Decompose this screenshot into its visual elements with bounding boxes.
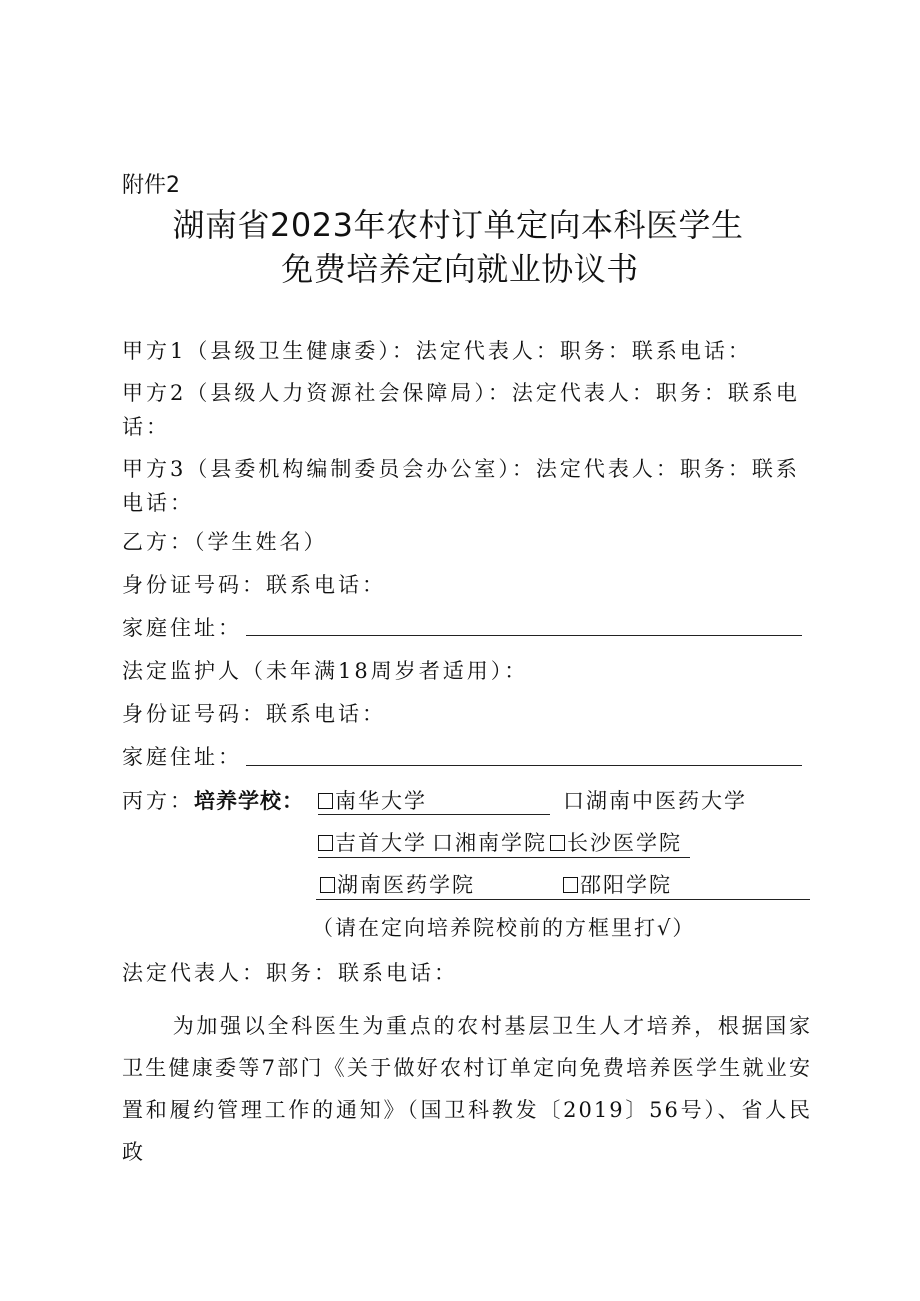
checkbox-icon[interactable]	[318, 835, 333, 851]
party-a3-line: 甲方3（县委机构编制委员会办公室）：法定代表人：职务：联系电话：	[122, 457, 800, 515]
party-c-representative-line: 法定代表人：职务：联系电话：	[122, 961, 458, 985]
school-name: 长沙医学院	[567, 831, 682, 855]
guardian-id-phone-line: 身份证号码：联系电话：	[122, 702, 386, 726]
body-paragraph-text: 为加强以全科医生为重点的农村基层卫生人才培养，根据国家卫生健康委等7部门《关于做好农村订单定向免费培养医学生就业安置和履约管理工作的通知》（国卫科教发〔2019〕56号）、省人民政	[122, 1014, 812, 1164]
title-line-2: 免费培养定向就业协议书	[281, 250, 639, 288]
school-option-jishou[interactable]	[318, 828, 427, 858]
party-c-prefix: 丙方：	[122, 789, 194, 813]
school-option-hunan-medical[interactable]	[320, 870, 475, 900]
school-name: 南华大学	[335, 789, 427, 813]
school-option-xiangnan[interactable]	[432, 828, 547, 858]
checkbox-icon[interactable]	[563, 877, 578, 893]
checkbox-glyph[interactable]: 口	[563, 789, 586, 813]
body-paragraph	[122, 1005, 812, 1173]
party-b-address-underline	[246, 635, 802, 636]
school-name: 湖南中医药大学	[586, 789, 747, 813]
school-name: 湘南学院	[455, 831, 547, 855]
party-a1-line: 甲方1（县级卫生健康委）：法定代表人：职务：联系电话：	[122, 339, 752, 363]
school-option-hunan-tcm[interactable]	[563, 786, 747, 816]
training-school-label: 培养学校：	[194, 789, 304, 813]
checkbox-icon[interactable]	[318, 793, 333, 809]
school-name: 吉首大学	[335, 831, 427, 855]
guardian-address-label: 家庭住址：	[122, 745, 242, 769]
checkbox-glyph[interactable]: 口	[432, 831, 455, 855]
school-option-shaoyang[interactable]	[563, 870, 672, 900]
school-row-underline	[318, 857, 690, 858]
school-name: 湖南医药学院	[337, 873, 475, 897]
guardian-line: 法定监护人（未年满18周岁者适用）：	[122, 659, 529, 683]
school-row-underline	[316, 899, 810, 900]
attachment-label: 附件2	[122, 173, 180, 198]
party-b-address-label: 家庭住址：	[122, 616, 242, 640]
school-row-underline	[318, 814, 550, 815]
checkbox-icon[interactable]	[550, 835, 565, 851]
party-b-id-phone-line: 身份证号码：联系电话：	[122, 573, 386, 597]
school-option-changsha[interactable]	[550, 828, 682, 858]
party-b-name-line: 乙方：（学生姓名）	[122, 530, 328, 554]
checkbox-icon[interactable]	[320, 877, 335, 893]
school-option-nanhua[interactable]	[318, 786, 427, 816]
party-a2-line: 甲方2（县级人力资源社会保障局）：法定代表人：职务：联系电话：	[122, 381, 800, 439]
instruction-note: （请在定向培养院校前的方框里打√）	[312, 916, 696, 940]
school-name: 邵阳学院	[580, 873, 672, 897]
guardian-address-underline	[246, 765, 802, 766]
title-line-1: 湖南省2023年农村订单定向本科医学生	[172, 206, 744, 244]
